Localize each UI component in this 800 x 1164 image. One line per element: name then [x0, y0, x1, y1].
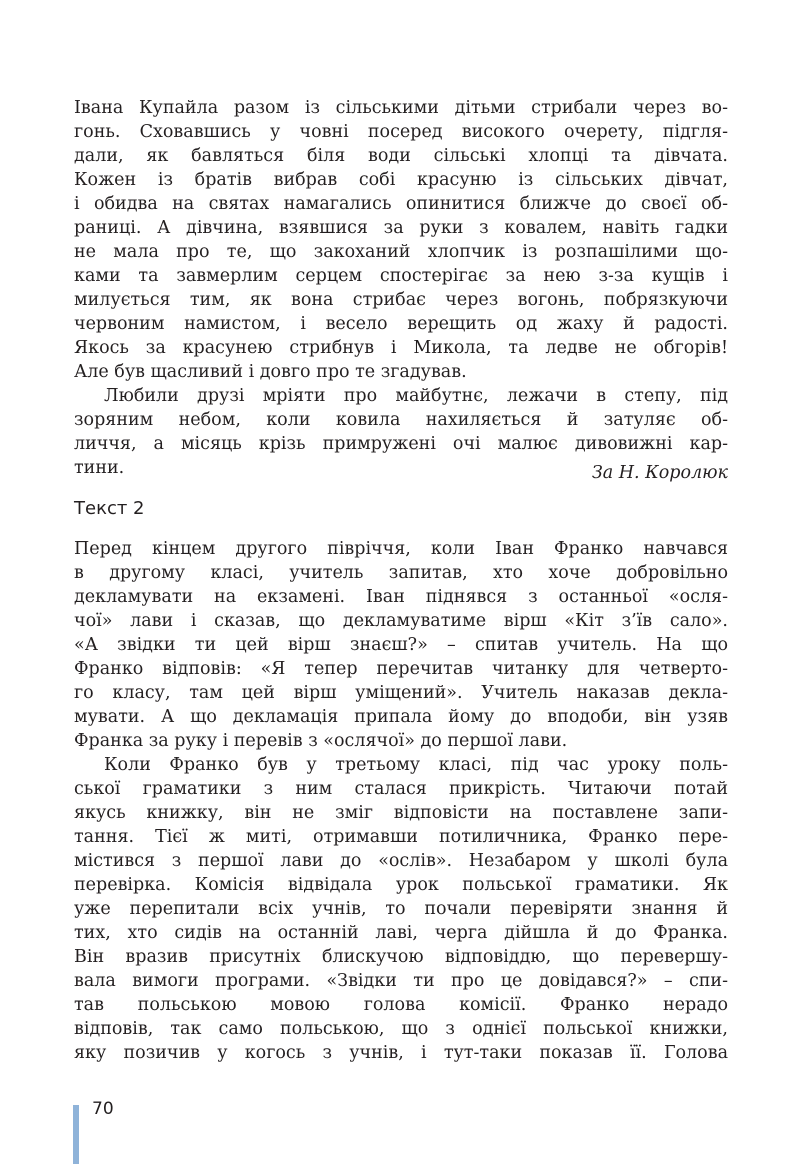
text-line: якусь книжку, він не зміг відповісти на поставлене запи-	[74, 803, 728, 823]
text-line: «А звідки ти цей вірш знаєш?» – спитав учитель. На що	[74, 635, 728, 655]
text-line: мувати. А що декламація припала йому до вподоби, він узяв	[74, 707, 728, 727]
text-line: відповів, так само польською, що з однієї польської книжки,	[74, 1019, 728, 1039]
text-line: ської граматики з ним сталася прикрість. Читаючи потай	[74, 779, 728, 799]
text-line: декламувати на екзамені. Іван піднявся з останньої «осля-	[74, 587, 728, 607]
text-line: чої» лави і сказав, що декламуватиме вірш «Кіт з’їв сало».	[74, 611, 728, 631]
text-line: Любили друзі мріяти про майбутнє, лежачи в степу, під	[104, 386, 728, 406]
text-line: тини.	[74, 458, 125, 478]
text-line: тання. Тієї ж миті, отримавши потиличника, Франко пере-	[74, 827, 728, 847]
text-line: Івана Купайла разом із сільськими дітьми стрибали через во-	[74, 98, 728, 118]
text-line: зоряним небом, коли ковила нахиляється й затуляє об-	[74, 410, 728, 430]
text-line: Якось за красунею стрибнув і Микола, та ледве не обгорів!	[74, 338, 728, 358]
text-line: Франко відповів: «Я тепер перечитав читанку для четверто-	[74, 659, 728, 679]
author-attribution: За Н. Королюк	[591, 463, 728, 483]
text-line: і обидва на святах намагались опинитися ближче до своєї об-	[74, 194, 728, 214]
page-accent-bar	[73, 1105, 79, 1164]
text-line: Кожен із братів вибрав собі красуню із сільських дівчат,	[74, 170, 728, 190]
text-line: ками та завмерлим серцем спостерігає за нею з-за кущів і	[74, 266, 728, 286]
text-line: перевірка. Комісія відвідала урок польської граматики. Як	[74, 875, 728, 895]
text-line: червоним намистом, і весело верещить од жаху й радості.	[74, 314, 728, 334]
text-1-body	[74, 96, 728, 480]
text-line: го класу, там цей вірш уміщений». Учитель наказав декла-	[74, 683, 728, 703]
text-2-body	[74, 537, 728, 1065]
text-line: тав польською мовою голова комісії. Франко нерадо	[74, 995, 728, 1015]
text-line: вала вимоги програми. «Звідки ти про це довідався?» – спи-	[74, 971, 728, 991]
text-line: гонь. Сховавшись у човні посеред високого очерету, підгля-	[74, 122, 728, 142]
text-line: личчя, а місяць крізь примружені очі малює дивовижні кар-	[74, 434, 728, 454]
text-line: Він вразив присутніх блискучою відповіддю, що перевершу-	[74, 947, 728, 967]
section-heading: Текст 2	[74, 498, 145, 519]
page-number: 70	[92, 1099, 114, 1119]
paragraph	[74, 537, 728, 753]
text-line: Але був щасливий і довго про те згадував.	[74, 362, 467, 382]
paragraph	[74, 96, 728, 384]
text-line: в другому класі, учитель запитав, хто хоче добровільно	[74, 563, 728, 583]
text-line: яку позичив у когось з учнів, і тут-таки показав її. Голова	[74, 1043, 728, 1063]
text-line: дали, як бавляться біля води сільські хлопці та дівчата.	[74, 146, 728, 166]
text-line: Франка за руку і перевів з «ослячої» до першої лави.	[74, 731, 568, 751]
text-line: Перед кінцем другого півріччя, коли Іван Франко навчався	[74, 539, 728, 559]
text-line: уже перепитали всіх учнів, то почали перевіряти знання й	[74, 899, 728, 919]
text-line: не мала про те, що закоханий хлопчик із розпашілими що-	[74, 242, 728, 262]
text-line: Коли Франко був у третьому класі, під час уроку поль-	[104, 755, 728, 775]
text-line: тих, хто сидів на останній лаві, черга дійшла й до Франка.	[74, 923, 728, 943]
text-line: раниці. А дівчина, взявшися за руки з ковалем, навіть гадки	[74, 218, 728, 238]
paragraph	[74, 753, 728, 1065]
text-line: милується тим, як вона стрибає через вогонь, побрязкуючи	[74, 290, 728, 310]
text-line: містився з першої лави до «ослів». Незабаром у школі була	[74, 851, 728, 871]
